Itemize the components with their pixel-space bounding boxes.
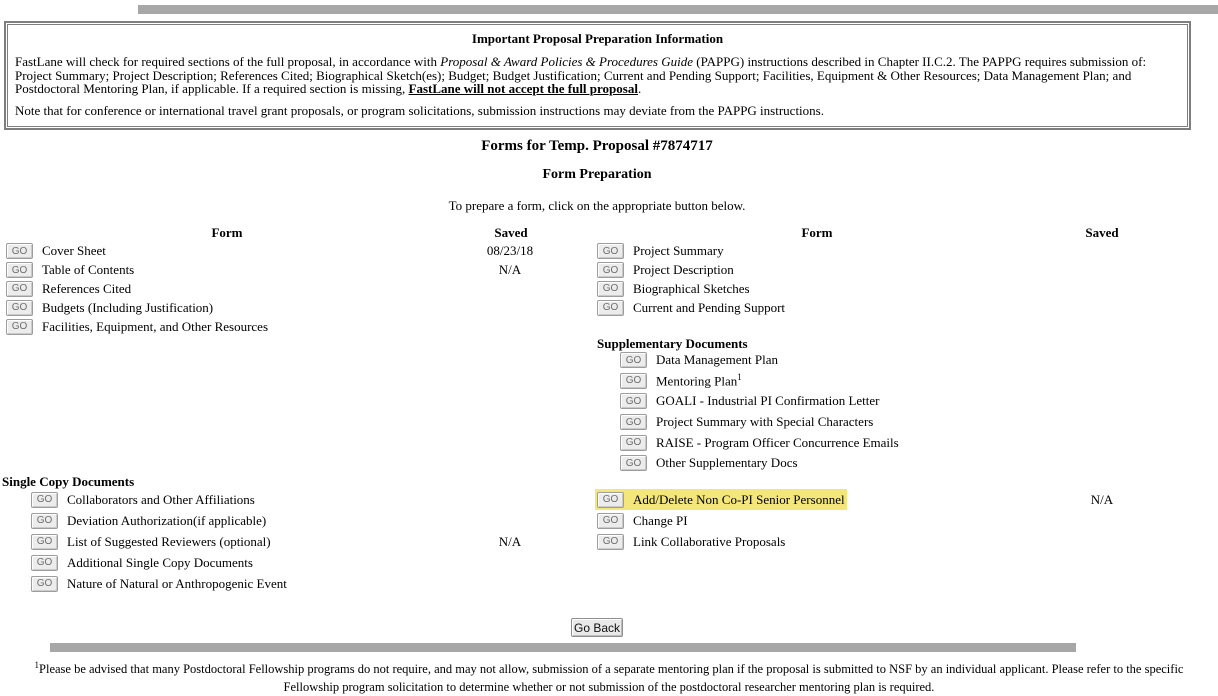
form-row-label: Table of Contents (42, 262, 135, 278)
go-button-suggested-reviewers[interactable]: GO (31, 534, 58, 550)
table-row-suggested-reviewers (0, 531, 560, 552)
form-column-header: Form (211, 225, 243, 240)
form-row-label: Facilities, Equipment, and Other Resources (42, 318, 269, 334)
go-button-goali-letter[interactable]: GO (620, 393, 647, 409)
table-row-project-summary-special-chars (560, 412, 1218, 433)
go-button-cover-sheet[interactable]: GO (6, 243, 33, 259)
go-button-budgets[interactable]: GO (6, 300, 33, 316)
supplementary-documents-heading: Supplementary Documents (597, 336, 748, 351)
form-row-label: Other Supplementary Docs (656, 455, 798, 471)
important-info-box-inner (7, 24, 1188, 127)
supplementary-documents-rows (560, 350, 1218, 474)
form-row-label: Nature of Natural or Anthropogenic Event (67, 575, 287, 591)
table-row-references-cited (0, 280, 560, 299)
page-title: Forms for Temp. Proposal #7874717 (481, 138, 713, 154)
form-row-label: Budgets (Including Justification) (42, 299, 214, 315)
form-row-label: Project Description (633, 262, 734, 278)
table-row-budgets (0, 298, 560, 317)
form-row-label: Add/Delete Non Co-PI Senior Personnel (633, 491, 845, 507)
saved-column-header: Saved (1085, 225, 1119, 240)
table-row-mentoring-plan (560, 371, 1218, 392)
table-row-biographical-sketches (560, 280, 1218, 299)
go-button-project-description[interactable]: GO (597, 262, 624, 278)
info-p1-italic-title: Proposal & Award Policies & Procedures Guide (440, 54, 694, 69)
form-row-label: Project Summary with Special Characters (656, 414, 874, 430)
go-button-deviation-authorization[interactable]: GO (31, 513, 58, 529)
table-row-link-collaborative-proposals (560, 531, 1218, 552)
form-row-label: Link Collaborative Proposals (633, 533, 786, 549)
table-row-project-description (560, 261, 1218, 280)
form-row-label: Project Summary (633, 243, 724, 259)
form-row-label: GOALI - Industrial PI Confirmation Letter (656, 393, 880, 409)
highlighted-row-background (595, 489, 847, 510)
go-button-references-cited[interactable]: GO (6, 281, 33, 297)
form-row-label: Change PI (633, 512, 688, 528)
info-paragraph-2: Note that for conference or international travel grant proposals, or program solicitations, submission instructions may deviate from the PAPPG instructions. (15, 102, 824, 118)
form-row-label (656, 372, 742, 389)
important-info-box (4, 21, 1191, 130)
table-row-cover-sheet (0, 242, 560, 261)
footnote-marker: 1 (34, 660, 40, 670)
go-button-other-supplementary-docs[interactable]: GO (620, 455, 647, 471)
table-row-deviation-authorization (0, 510, 560, 531)
table-row-current-pending-support (560, 298, 1218, 317)
left-table-header (0, 225, 560, 242)
go-back-button[interactable]: Go Back (571, 618, 623, 637)
instruction-text: To prepare a form, click on the appropriate button below. (448, 198, 746, 213)
go-button-current-pending-support[interactable]: GO (597, 300, 624, 316)
info-p1-period: . (637, 81, 642, 96)
form-row-label: Data Management Plan (656, 352, 779, 368)
table-row-add-delete-senior-personnel (560, 489, 1218, 510)
right-form-table (560, 225, 1218, 317)
go-button-nature-of-event[interactable]: GO (31, 576, 58, 592)
section-title: Form Preparation (542, 167, 652, 182)
form-row-label: Additional Single Copy Documents (67, 554, 253, 570)
right-table-header (560, 225, 1218, 242)
table-row-facilities (0, 317, 560, 336)
table-row-table-of-contents (0, 261, 560, 280)
saved-value: N/A (1090, 491, 1114, 507)
footnote-text (12, 656, 1206, 696)
go-button-biographical-sketches[interactable]: GO (597, 281, 624, 297)
go-button-facilities[interactable]: GO (6, 319, 33, 335)
bottom-divider-bar (50, 643, 1076, 652)
form-row-label: Cover Sheet (42, 243, 106, 259)
saved-value: N/A (498, 262, 522, 278)
saved-column-header: Saved (494, 225, 528, 240)
info-p1-text-mid: (PAPPG) instructions described in Chapter II.C.2. The PAPPG requires submission of: Project Summary; Project Description; References Cited; Biographical Sketch(es); Budget; Budget Justification; Current and Pending Support; Facilities, Equipment & Other Resources; Data Management Plan; and Postdoctoral Mentoring Plan, if applicable. If a required section is missing, (15, 54, 1147, 96)
go-button-add-delete-senior-personnel[interactable]: GO (597, 492, 624, 508)
form-row-label: RAISE - Program Officer Concurrence Emails (656, 434, 899, 450)
table-row-project-summary (560, 242, 1218, 261)
saved-value: N/A (498, 533, 522, 549)
table-row-data-management-plan (560, 350, 1218, 371)
table-row-goali-letter (560, 391, 1218, 412)
go-button-project-summary-special-chars[interactable]: GO (620, 414, 647, 430)
table-row-nature-of-event (0, 573, 560, 594)
info-paragraph-1 (15, 55, 1180, 96)
go-button-change-pi[interactable]: GO (597, 513, 624, 529)
footnote-reference-mark: 1 (737, 372, 742, 383)
go-button-collaborators[interactable]: GO (31, 492, 58, 508)
proposal-action-rows (560, 489, 1218, 552)
mentoring-plan-label: Mentoring Plan (656, 373, 738, 389)
form-column-header: Form (801, 225, 833, 240)
form-row-label: Current and Pending Support (633, 299, 786, 315)
left-form-table (0, 225, 560, 336)
go-button-data-management-plan[interactable]: GO (620, 352, 647, 368)
single-copy-documents-rows (0, 489, 560, 594)
form-row-label: Collaborators and Other Affiliations (67, 491, 255, 507)
go-button-table-of-contents[interactable]: GO (6, 262, 33, 278)
info-p1-text: FastLane will check for required sections of the full proposal, in accordance with (15, 54, 441, 69)
top-divider-bar (138, 5, 1218, 14)
go-button-link-collaborative-proposals[interactable]: GO (597, 534, 624, 550)
form-row-label: References Cited (42, 280, 132, 296)
info-box-title: Important Proposal Preparation Information (471, 31, 724, 46)
table-row-change-pi (560, 510, 1218, 531)
form-row-label: Deviation Authorization(if applicable) (67, 512, 267, 528)
go-button-mentoring-plan[interactable]: GO (620, 373, 647, 389)
saved-value: 08/23/18 (486, 243, 534, 259)
info-p1-warning: FastLane will not accept the full proposal (408, 81, 638, 96)
go-button-project-summary[interactable]: GO (597, 243, 624, 259)
footnote-body: Please be advised that many Postdoctoral Fellowship programs do not require, and may not allow, submission of a separate mentoring plan if the proposal is submitted to NSF by an individual applicant. Please refer to the specific Fellowship program solicitation to determine whether or not submission of the postdoctoral researcher mentoring plan is required. (39, 662, 1184, 695)
go-button-additional-single-copy-docs[interactable]: GO (31, 555, 58, 571)
single-copy-documents-heading: Single Copy Documents (2, 474, 135, 489)
table-row-other-supplementary-docs (560, 453, 1218, 474)
go-button-raise-emails[interactable]: GO (620, 435, 647, 451)
table-row-additional-single-copy-docs (0, 552, 560, 573)
table-row-raise-emails (560, 432, 1218, 453)
form-row-label: Biographical Sketches (633, 280, 750, 296)
form-row-label: List of Suggested Reviewers (optional) (67, 533, 271, 549)
table-row-collaborators (0, 489, 560, 510)
